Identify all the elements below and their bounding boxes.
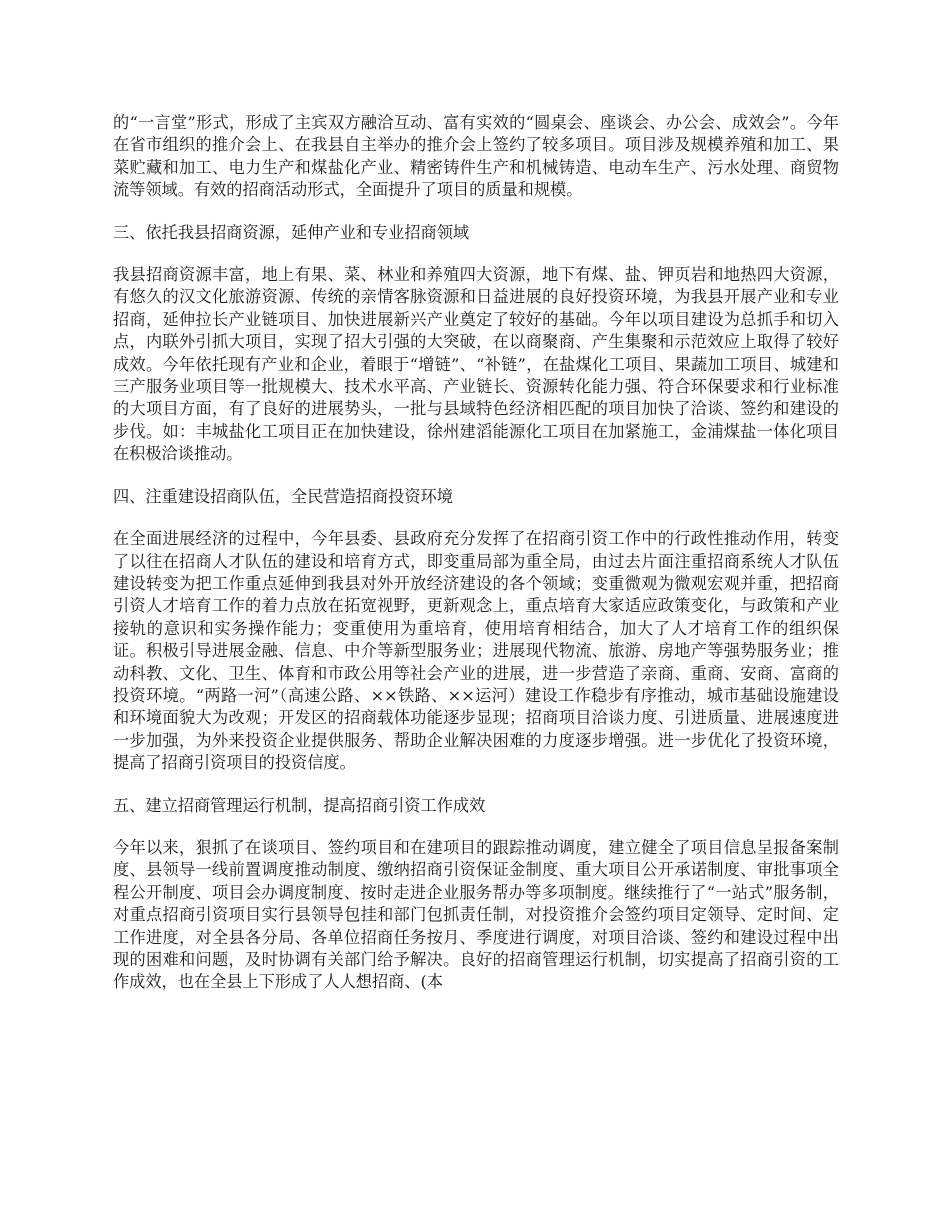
body-paragraph-3: 在全面进展经济的过程中，今年县委、县政府充分发挥了在招商引资工作中的行政性推动作用，转变了以往在招商人才队伍的建设和培育方式，即变重局部为重全局，由过去片面注重招商系统人才队伍建设转变为把工作重点延伸到我县对外开放经济建设的各个领域；变重微观为微观宏观并重，把招商引资人才培育工作的着力点放在拓宽视野，更新观念上，重点培育大家适应政策变化，与政策和产业接轨的意识和实务操作能力；变重使用为重培育，使用培育相结合，加大了人才培育工作的组织保证。积极引导进展金融、信息、中介等新型服务业；进展现代物流、旅游、房地产等强势服务业；推动科教、文化、卫生、体育和市政公用等社会产业的进展，进一步营造了亲商、重商、安商、富商的投资环境。“两路一河”（高速公路、××铁路、××运河）建设工作稳步有序推动，城市基础设施建设和环境面貌大为改观；开发区的招商载体功能逐步显现；招商项目洽谈力度、引进质量、进展速度进一步加强，为外来投资企业提供服务、帮助企业解决困难的力度逐步增强。进一步优化了投资环境，提高了招商引资项目的投资信度。: [113, 529, 839, 773]
body-paragraph-4: 今年以来，狠抓了在谈项目、签约项目和在建项目的跟踪推动调度，建立健全了项目信息呈报备案制度、县领导一线前置调度推动制度、缴纳招商引资保证金制度、重大项目公开承诺制度、审批事项全程公开制度、项目会办调度制度、按时走进企业服务帮办等多项制度。继续推行了“一站式”服务制，对重点招商引资项目实行县领导包挂和部门包抓责任制，对投资推介会签约项目定领导、定时间、定工作进度，对全县各分局、各单位招商任务按月、季度进行调度，对项目洽谈、签约和建设过程中出现的困难和问题，及时协调有关部门给予解决。良好的招商管理运行机制，切实提高了招商引资的工作成效，也在全县上下形成了人人想招商、(本: [113, 837, 839, 992]
body-paragraph-1: 的“一言堂”形式，形成了主宾双方融洽互动、富有实效的“圆桌会、座谈会、办公会、成效会”。今年在省市组织的推介会上、在我县自主举办的推介会上签约了较多项目。项目涉及规模养殖和加工、果菜贮藏和加工、电力生产和煤盐化产业、精密铸件生产和机械铸造、电动车生产、污水处理、商贸物流等领域。有效的招商活动形式，全面提升了项目的质量和规模。: [113, 113, 839, 200]
section-heading-3: 三、依托我县招商资源，延伸产业和专业招商领域: [113, 222, 470, 242]
section-heading-4: 四、注重建设招商队伍，全民营造招商投资环境: [113, 486, 453, 506]
section-heading-5: 五、建立招商管理运行机制，提高招商引资工作成效: [113, 795, 486, 815]
body-paragraph-2: 我县招商资源丰富，地上有果、菜、林业和养殖四大资源，地下有煤、盐、钾页岩和地热四大资源，有悠久的汉文化旅游资源、传统的亲情客脉资源和日益进展的良好投资环境，为我县开展产业和专业招商，延伸拉长产业链项目、加快进展新兴产业奠定了较好的基础。今年以项目建设为总抓手和切入点，内联外引抓大项目，实现了招大引强的大突破，在以商聚商、产生集聚和示范效应上取得了较好成效。今年依托现有产业和企业，着眼于“增链”、“补链”，在盐煤化工项目、果蔬加工项目、城建和三产服务业项目等一批规模大、技术水平高、产业链长、资源转化能力强、符合环保要求和行业标准的大项目方面，有了良好的进展势头，一批与县域特色经济相匹配的项目加快了洽谈、签约和建设的步伐。如：丰城盐化工项目正在加快建设，徐州建滔能源化工项目在加紧施工，金浦煤盐一体化项目在积极洽谈推动。: [113, 265, 839, 464]
document-page: [113, 112, 839, 1014]
